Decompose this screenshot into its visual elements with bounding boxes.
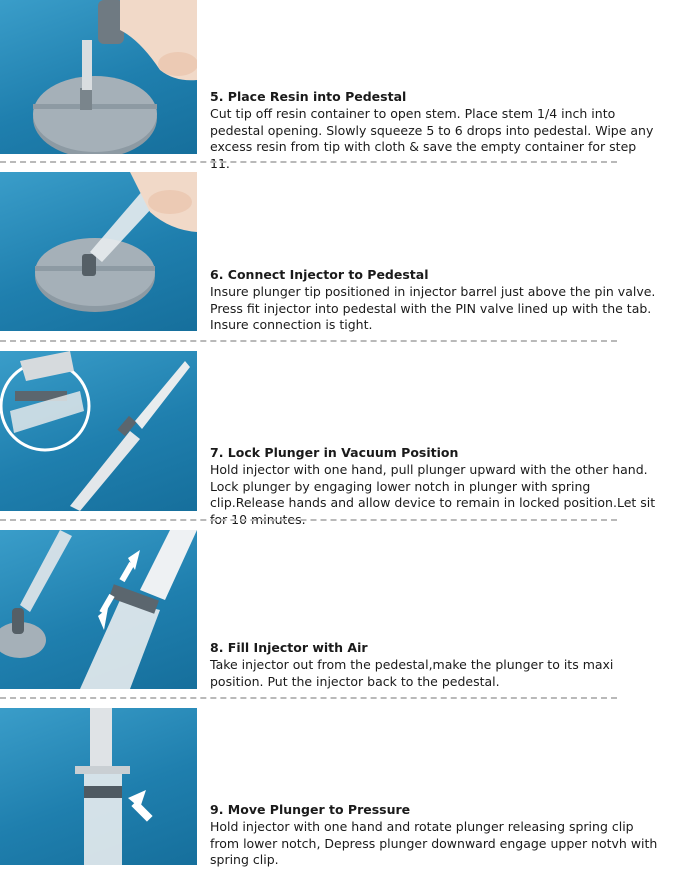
resin-pedestal-illustration	[0, 0, 197, 154]
step-7-photo	[0, 351, 197, 511]
divider	[0, 697, 617, 699]
step-6-title: 6. Connect Injector to Pedestal	[210, 267, 429, 282]
fill-air-illustration	[0, 530, 197, 689]
step-9-title: 9. Move Plunger to Pressure	[210, 802, 411, 817]
step-7-text: Hold injector with one hand, pull plunger upward with the other hand. Lock plunger by engaging lower notch in plunger with spring clip.Release hands and allow device to remain in locked position.Let sit for 10 minutes.	[210, 462, 656, 527]
step-9-photo	[0, 708, 197, 865]
pressure-plunger-illustration	[0, 708, 197, 865]
injector-pedestal-illustration	[0, 172, 197, 331]
step-5-title: 5. Place Resin into Pedestal	[210, 89, 407, 104]
step-6-text: Insure plunger tip positioned in injector barrel just above the pin valve. Press fit injector into pedestal with the PIN valve lined up with the tab. Insure connection is tight.	[210, 284, 656, 332]
step-8-photo	[0, 530, 197, 689]
divider	[0, 161, 617, 163]
step-8-title: 8. Fill Injector with Air	[210, 640, 368, 655]
step-5-photo	[0, 0, 197, 154]
divider	[0, 340, 617, 342]
step-5-text: Cut tip off resin container to open stem. Place stem 1/4 inch into pedestal opening. Slowly squeeze 5 to 6 drops into pedestal. Wipe any excess resin from tip with cloth & save the empty container for step 11.	[210, 106, 654, 171]
step-8-text: Take injector out from the pedestal,make the plunger to its maxi position. Put the injector back to the pedestal.	[210, 657, 614, 689]
step-6-photo	[0, 172, 197, 331]
divider	[0, 519, 617, 521]
step-7-title: 7. Lock Plunger in Vacuum Position	[210, 445, 459, 460]
step-9-text: Hold injector with one hand and rotate plunger releasing spring clip from lower notch, Depress plunger downward engage upper notvh with spring clip.	[210, 819, 658, 867]
lock-plunger-illustration	[0, 351, 197, 511]
